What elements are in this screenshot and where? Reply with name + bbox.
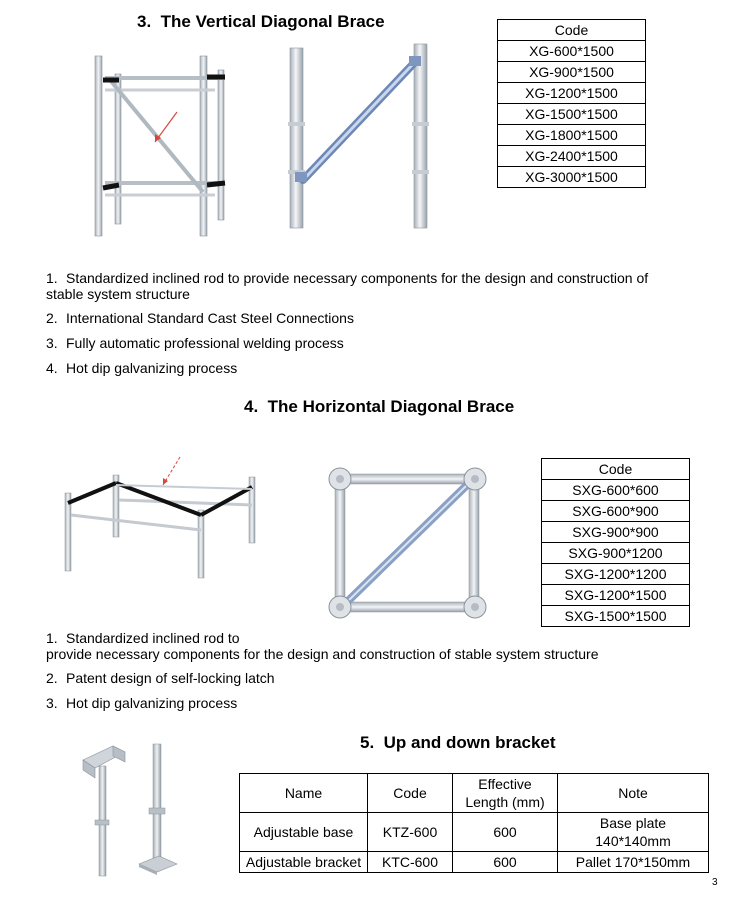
code-cell: XG-1500*1500: [498, 104, 646, 125]
list-number: 2.: [46, 310, 58, 326]
code-cell: XG-1200*1500: [498, 83, 646, 104]
table-row: [542, 564, 690, 585]
header-note: Note: [558, 774, 709, 813]
code-cell: SXG-600*900: [542, 501, 690, 522]
section-4-heading: [244, 397, 514, 417]
note-line-1: Base plate: [599, 815, 667, 831]
header-length-line-1: Effective: [478, 776, 532, 792]
cell-name: Adjustable bracket: [240, 852, 368, 873]
table-row: [542, 606, 690, 627]
code-cell: XG-1800*1500: [498, 125, 646, 146]
table-row: [542, 522, 690, 543]
cell-name: Adjustable base: [240, 813, 368, 852]
table-row: [498, 146, 646, 167]
table-row: [498, 104, 646, 125]
code-cell: SXG-900*900: [542, 522, 690, 543]
table-row: [498, 167, 646, 188]
table-row: [542, 501, 690, 522]
section-4-number: 4.: [244, 397, 259, 416]
table-row: [240, 813, 709, 852]
section-3-heading: [137, 12, 385, 32]
bracket-spec-table: [239, 773, 709, 873]
section-4-feature-2: [46, 670, 275, 686]
horizontal-brace-topview-illustration: [325, 462, 490, 622]
list-text: Standardized inclined rod to provide necessary components for the design and construction of: [66, 270, 649, 286]
page-number: 3: [712, 877, 718, 888]
list-text: Patent design of self-locking latch: [66, 670, 275, 686]
list-text: International Standard Cast Steel Connections: [66, 310, 354, 326]
table-row: [240, 852, 709, 873]
table-row: [542, 480, 690, 501]
table-row: [498, 83, 646, 104]
code-cell: SXG-1200*1200: [542, 564, 690, 585]
vertical-brace-closeup-illustration: [285, 40, 435, 230]
list-text: provide necessary components for the design and construction of stable system structure: [46, 646, 599, 662]
section-3-feature-4: [46, 360, 237, 376]
section-5-number: 5.: [360, 733, 375, 752]
horizontal-brace-code-table: [541, 458, 690, 627]
code-cell: SXG-1200*1500: [542, 585, 690, 606]
table-row: [498, 41, 646, 62]
cell-length: 600: [453, 813, 558, 852]
list-number: 3.: [46, 335, 58, 351]
code-cell: XG-900*1500: [498, 62, 646, 83]
list-number: 1.: [46, 630, 58, 646]
section-4-feature-3: [46, 695, 237, 711]
horizontal-brace-frame-illustration: [55, 455, 280, 580]
list-text: stable system structure: [46, 286, 190, 302]
header-length-line-2: Length (mm): [465, 794, 545, 810]
list-number: 2.: [46, 670, 58, 686]
table-header-row: [542, 459, 690, 480]
list-number: 4.: [46, 360, 58, 376]
code-cell: XG-600*1500: [498, 41, 646, 62]
code-cell: XG-3000*1500: [498, 167, 646, 188]
cell-code: KTC-600: [368, 852, 453, 873]
table-row: [498, 62, 646, 83]
code-cell: XG-2400*1500: [498, 146, 646, 167]
note-line-2: 140*140mm: [595, 833, 671, 849]
list-text: Hot dip galvanizing process: [66, 695, 238, 711]
header-effective-length: [453, 774, 558, 813]
list-text: Hot dip galvanizing process: [66, 360, 238, 376]
section-3-feature-3: [46, 335, 344, 351]
list-number: 3.: [46, 695, 58, 711]
section-4-feature-1: [46, 630, 240, 646]
vertical-brace-code-table: [497, 19, 646, 188]
section-5-title: Up and down bracket: [383, 733, 556, 752]
list-text: Standardized inclined rod to: [66, 630, 240, 646]
header-code: Code: [368, 774, 453, 813]
code-cell: SXG-900*1200: [542, 543, 690, 564]
table-row: [542, 585, 690, 606]
section-3-title: The Vertical Diagonal Brace: [160, 12, 385, 31]
code-cell: SXG-1500*1500: [542, 606, 690, 627]
list-text: Fully automatic professional welding process: [66, 335, 344, 351]
cell-code: KTZ-600: [368, 813, 453, 852]
table-header-code: Code: [542, 459, 690, 480]
section-4-feature-1-continuation: [46, 646, 599, 662]
table-header-row: [240, 774, 709, 813]
vertical-brace-frame-illustration: [85, 50, 235, 240]
section-3-number: 3.: [137, 12, 152, 31]
section-5-heading: [360, 733, 556, 753]
code-cell: SXG-600*600: [542, 480, 690, 501]
cell-note: Pallet 170*150mm: [558, 852, 709, 873]
table-header-code: Code: [498, 20, 646, 41]
table-row: [498, 125, 646, 146]
jack-base-illustration: [75, 738, 185, 878]
list-number: 1.: [46, 270, 58, 286]
section-3-feature-1: [46, 270, 648, 286]
section-3-feature-2: [46, 310, 354, 326]
section-3-feature-1-continuation: [46, 286, 190, 302]
header-name: Name: [240, 774, 368, 813]
cell-length: 600: [453, 852, 558, 873]
table-header-row: [498, 20, 646, 41]
table-row: [542, 543, 690, 564]
cell-note: [558, 813, 709, 852]
section-4-title: The Horizontal Diagonal Brace: [267, 397, 515, 416]
